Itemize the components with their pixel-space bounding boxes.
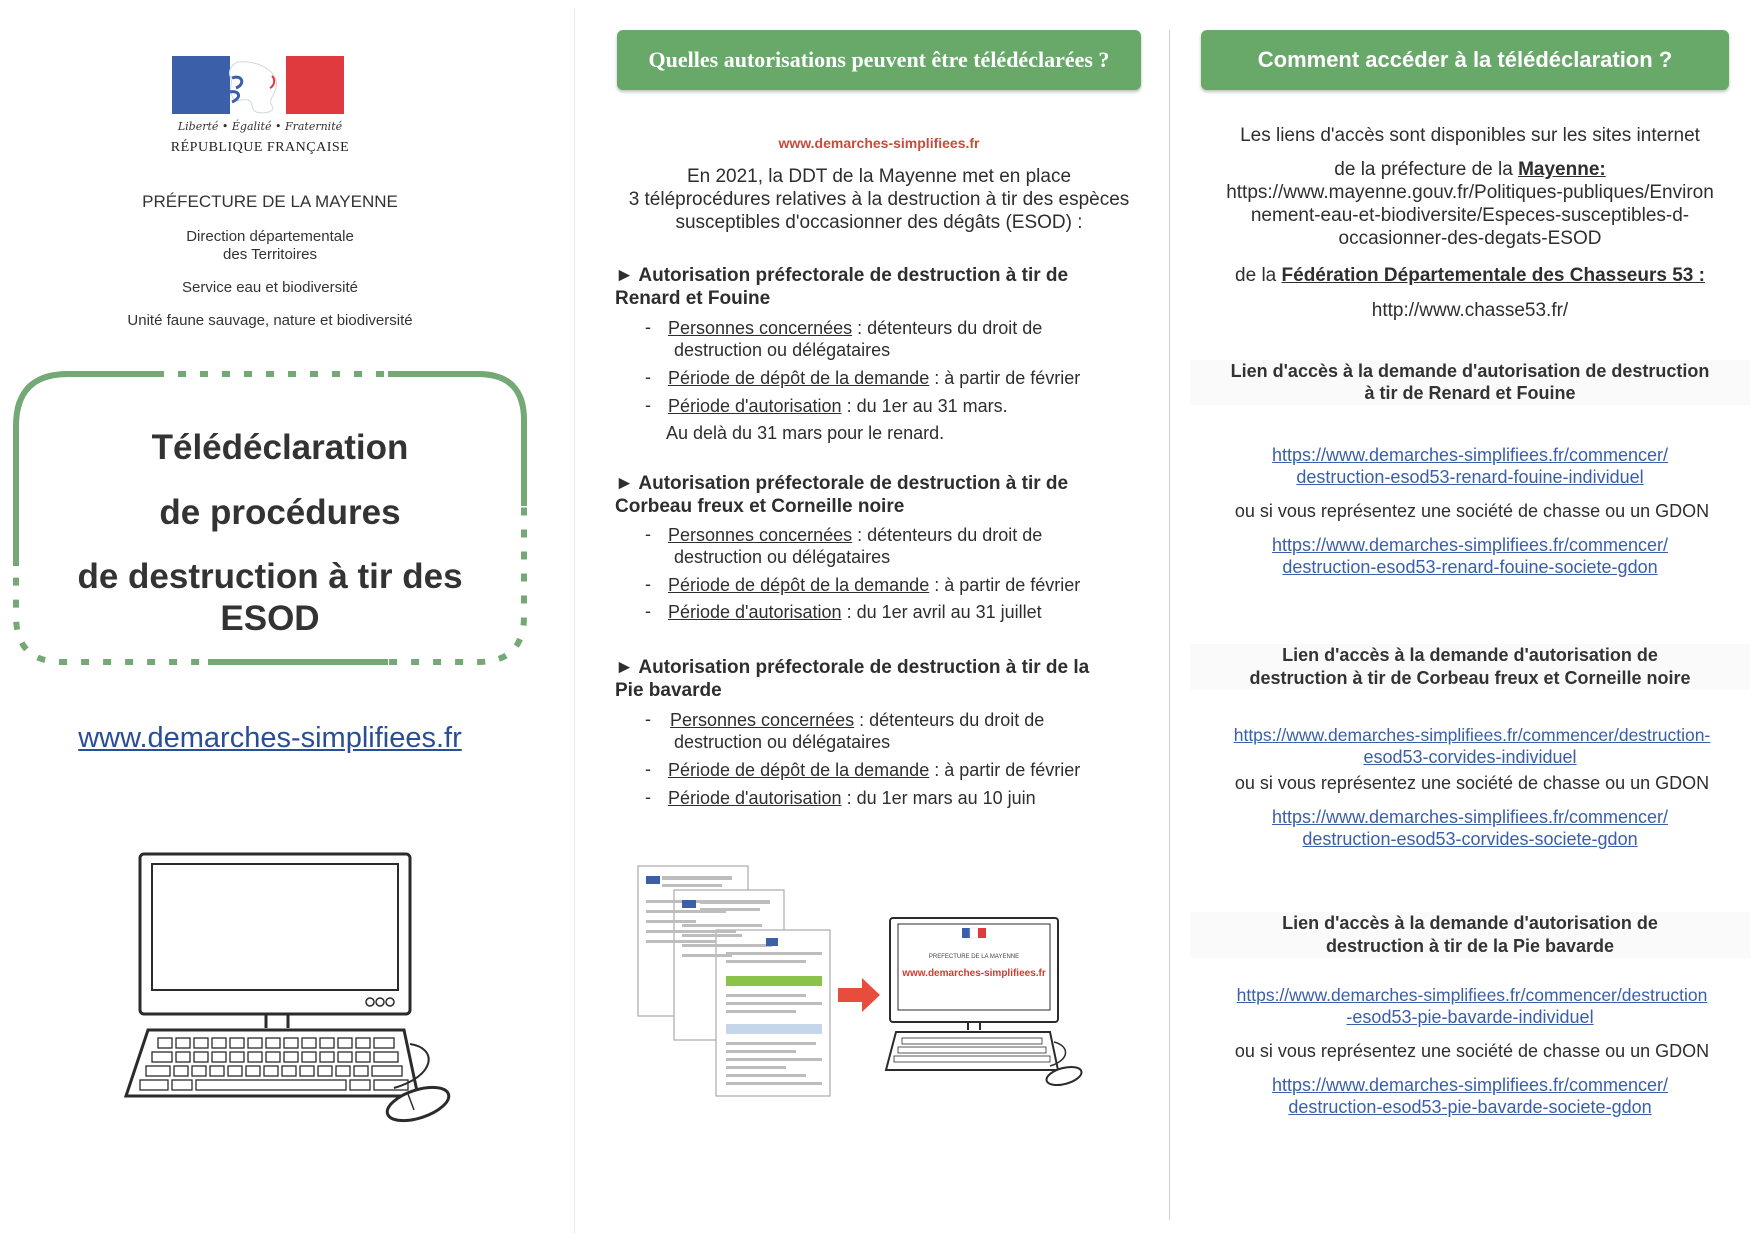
block3-title-1: ► Autorisation préfectorale de destruction à tir de la bbox=[615, 657, 1090, 678]
middle-site[interactable]: www.demarches-simplifiees.fr bbox=[778, 135, 980, 151]
section3-or: ou si vous représentez une société de chasse ou un GDON bbox=[1234, 1041, 1710, 1061]
section3-title-1: Lien d'accès à la demande d'autorisation de bbox=[1190, 912, 1750, 935]
section3-link2-b-text: destruction-esod53-pie-bavarde-societe-gdon bbox=[1288, 1097, 1652, 1117]
section2-link2-b-text[interactable]: destruction-esod53-corvides-societe-gdon bbox=[1302, 829, 1638, 849]
block3-dash-3: - bbox=[645, 787, 651, 807]
section2-link1-a[interactable] bbox=[1190, 724, 1754, 746]
website-link[interactable]: www.demarches-simplifiees.fr bbox=[78, 722, 462, 754]
section1-link1-b[interactable] bbox=[1190, 466, 1750, 488]
right-header-text: Comment accéder à la télédéclaration ? bbox=[1257, 47, 1673, 72]
section3-link1-b-text: -esod53-pie-bavarde-individuel bbox=[1346, 1007, 1594, 1027]
block3-deposit bbox=[668, 759, 1138, 782]
intro-line-1: En 2021, la DDT de la Mayenne met en place bbox=[686, 166, 1072, 187]
block3-period-value: : du 1er mars au 10 juin bbox=[841, 788, 1036, 808]
section2-title-1: Lien d'accès à la demande d'autorisation de bbox=[1190, 644, 1750, 667]
block3-persons-value: : détenteurs du droit de bbox=[854, 710, 1045, 730]
block2-dash-3: - bbox=[645, 601, 651, 621]
block3-deposit-label: Période de dépôt de la demande bbox=[668, 760, 930, 780]
section1-link2-a-text[interactable]: https://www.demarches-simplifiees.fr/commencer/ bbox=[1271, 535, 1669, 555]
right-pref-name: Mayenne: bbox=[1518, 159, 1606, 180]
service-name: Service eau et biodiversité bbox=[182, 279, 358, 296]
title-line-3: de destruction à tir des bbox=[77, 557, 463, 596]
section1-link2-a[interactable] bbox=[1190, 534, 1750, 556]
block2-title-1: ► Autorisation préfectorale de destruction à tir de bbox=[615, 473, 1069, 494]
direction-line-2: des Territoires bbox=[223, 246, 317, 263]
document-stack-icon bbox=[634, 860, 834, 1100]
block1-title-2: Renard et Fouine bbox=[615, 288, 771, 309]
marianne-logo bbox=[172, 56, 344, 114]
right-fed-url[interactable]: http://www.chasse53.fr/ bbox=[1371, 300, 1569, 321]
block1-dash-1: - bbox=[645, 317, 651, 337]
title-line-1: Télédéclaration bbox=[151, 428, 409, 467]
block3-period-label: Période d'autorisation bbox=[668, 788, 842, 808]
panel-divider-2 bbox=[1169, 30, 1170, 1220]
block1-deposit-label: Période de dépôt de la demande bbox=[668, 368, 930, 388]
block1-persons-value: : détenteurs du droit de bbox=[852, 318, 1043, 338]
block3-title-2: Pie bavarde bbox=[615, 680, 722, 701]
section3-link2-a[interactable] bbox=[1190, 1074, 1750, 1096]
section2-link1-b[interactable] bbox=[1190, 746, 1750, 768]
left-panel bbox=[0, 0, 560, 1240]
right-pref-url-3[interactable]: occasionner-des-degats-ESOD bbox=[1338, 228, 1602, 249]
block2-deposit-value: : à partir de février bbox=[929, 575, 1081, 595]
section1-title-2: à tir de Renard et Fouine bbox=[1190, 382, 1750, 405]
block1-dash-2: - bbox=[645, 367, 651, 387]
right-pref-url-2[interactable]: nement-eau-et-biodiversite/Especes-susceptibles-d- bbox=[1250, 205, 1690, 226]
section3-link2-a-text: https://www.demarches-simplifiees.fr/commencer/ bbox=[1271, 1075, 1669, 1095]
block3-dash-1: - bbox=[645, 709, 651, 729]
arrow-right-icon bbox=[838, 978, 880, 1012]
block1-persons-value-2: destruction ou délégataires bbox=[674, 340, 891, 360]
illus-screen-url: www.demarches-simplifiees.fr bbox=[902, 968, 1046, 979]
block3-dash-2: - bbox=[645, 759, 651, 779]
block2-dash-1: - bbox=[645, 524, 651, 544]
block2-persons-value-2: destruction ou délégataires bbox=[674, 547, 891, 567]
section3-link1-b[interactable] bbox=[1190, 1006, 1750, 1028]
section2-link2-b[interactable] bbox=[1190, 828, 1750, 850]
section2-title-2: destruction à tir de Corbeau freux et Corneille noire bbox=[1190, 667, 1750, 690]
block2-dash-2: - bbox=[645, 574, 651, 594]
block2-persons-value: : détenteurs du droit de bbox=[852, 525, 1043, 545]
illus-screen-caption: PREFECTURE DE LA MAYENNE bbox=[928, 954, 1020, 960]
section1-or: ou si vous représentez une société de chasse ou un GDON bbox=[1234, 501, 1710, 521]
block1-deposit bbox=[668, 367, 1138, 390]
section3-link1-a-text: https://www.demarches-simplifiees.fr/commencer/destruction bbox=[1236, 985, 1708, 1005]
section1-link1-a[interactable] bbox=[1190, 444, 1750, 466]
block1-dash-3: - bbox=[645, 395, 651, 415]
block1-persons bbox=[668, 317, 1138, 340]
illus-computer bbox=[878, 910, 1088, 1090]
prefecture-name: PRÉFECTURE DE LA MAYENNE bbox=[142, 192, 398, 211]
block3-persons bbox=[670, 709, 1140, 732]
section2-link1-b-text[interactable]: esod53-corvides-individuel bbox=[1363, 747, 1577, 767]
right-header bbox=[1201, 30, 1729, 90]
block2-persons-label: Personnes concernées bbox=[668, 525, 853, 545]
block1-period bbox=[668, 395, 1138, 418]
block3-persons-value-2: destruction ou délégataires bbox=[674, 732, 891, 752]
block2-persons bbox=[668, 524, 1138, 547]
title-line-4: ESOD bbox=[220, 599, 320, 638]
section1-link1-b-text[interactable]: destruction-esod53-renard-fouine-individuel bbox=[1296, 467, 1644, 487]
section2-link1-a-text[interactable]: https://www.demarches-simplifiees.fr/commencer/destruction- bbox=[1233, 725, 1711, 745]
block2-period bbox=[668, 601, 1138, 624]
right-fed-name: Fédération Départementale des Chasseurs 53 : bbox=[1281, 265, 1705, 286]
computer-icon bbox=[118, 848, 468, 1130]
section2-link2-a[interactable] bbox=[1190, 806, 1750, 828]
right-fed-line bbox=[1190, 264, 1750, 287]
right-intro: Les liens d'accès sont disponibles sur les sites internet bbox=[1240, 125, 1700, 146]
section1-link1-a-text[interactable]: https://www.demarches-simplifiees.fr/commencer/ bbox=[1271, 445, 1669, 465]
block1-period-label: Période d'autorisation bbox=[668, 396, 842, 416]
motto: Liberté • Égalité • Fraternité bbox=[177, 120, 343, 133]
block1-period-value: : du 1er au 31 mars. bbox=[841, 396, 1008, 416]
section1-link2-b[interactable] bbox=[1190, 556, 1750, 578]
right-fed-prefix: de la bbox=[1235, 265, 1282, 286]
right-pref-prefix: de la préfecture de la bbox=[1334, 159, 1519, 180]
panel-divider-1 bbox=[574, 8, 575, 1233]
section2-or: ou si vous représentez une société de chasse ou un GDON bbox=[1234, 773, 1710, 793]
section3-link2-b[interactable] bbox=[1190, 1096, 1750, 1118]
block3-deposit-value: : à partir de février bbox=[929, 760, 1081, 780]
block3-period bbox=[668, 787, 1138, 810]
section1-title-1: Lien d'accès à la demande d'autorisation de destruction bbox=[1190, 360, 1750, 383]
section2-link2-a-text[interactable]: https://www.demarches-simplifiees.fr/commencer/ bbox=[1271, 807, 1669, 827]
block3-persons-label: Personnes concernées bbox=[670, 710, 855, 730]
block2-title-2: Corbeau freux et Corneille noire bbox=[615, 496, 905, 517]
block1-persons-label: Personnes concernées bbox=[668, 318, 853, 338]
middle-header-text: Quelles autorisations peuvent être télédéclarées ? bbox=[648, 47, 1110, 72]
block2-period-value: : du 1er avril au 31 juillet bbox=[841, 602, 1042, 622]
intro-line-2: 3 téléprocédures relatives à la destruction à tir des espèces bbox=[628, 189, 1130, 210]
block1-deposit-value: : à partir de février bbox=[929, 368, 1081, 388]
intro-line-3: susceptibles d'occasionner des dégâts (ESOD) : bbox=[675, 212, 1083, 233]
block1-extra: Au delà du 31 mars pour le renard. bbox=[666, 423, 945, 443]
title-line-2: de procédures bbox=[159, 493, 401, 532]
block2-deposit bbox=[668, 574, 1138, 597]
section1-link2-b-text[interactable]: destruction-esod53-renard-fouine-societe-gdon bbox=[1282, 557, 1658, 577]
block1-title-1: ► Autorisation préfectorale de destruction à tir de bbox=[615, 265, 1069, 286]
block2-deposit-label: Période de dépôt de la demande bbox=[668, 575, 930, 595]
unit-name: Unité faune sauvage, nature et biodiversité bbox=[127, 312, 413, 329]
right-pref-url-1[interactable]: https://www.mayenne.gouv.fr/Politiques-publiques/Environ bbox=[1226, 182, 1714, 203]
middle-header bbox=[617, 30, 1141, 90]
block2-period-label: Période d'autorisation bbox=[668, 602, 842, 622]
computer-screen-icon bbox=[878, 910, 1088, 1090]
right-pref-line bbox=[1190, 158, 1750, 181]
direction-line-1: Direction départementale bbox=[186, 228, 354, 245]
section3-link1-a[interactable] bbox=[1190, 984, 1754, 1006]
republic-label: RÉPUBLIQUE FRANÇAISE bbox=[170, 140, 350, 155]
section3-title-2: destruction à tir de la Pie bavarde bbox=[1190, 935, 1750, 958]
